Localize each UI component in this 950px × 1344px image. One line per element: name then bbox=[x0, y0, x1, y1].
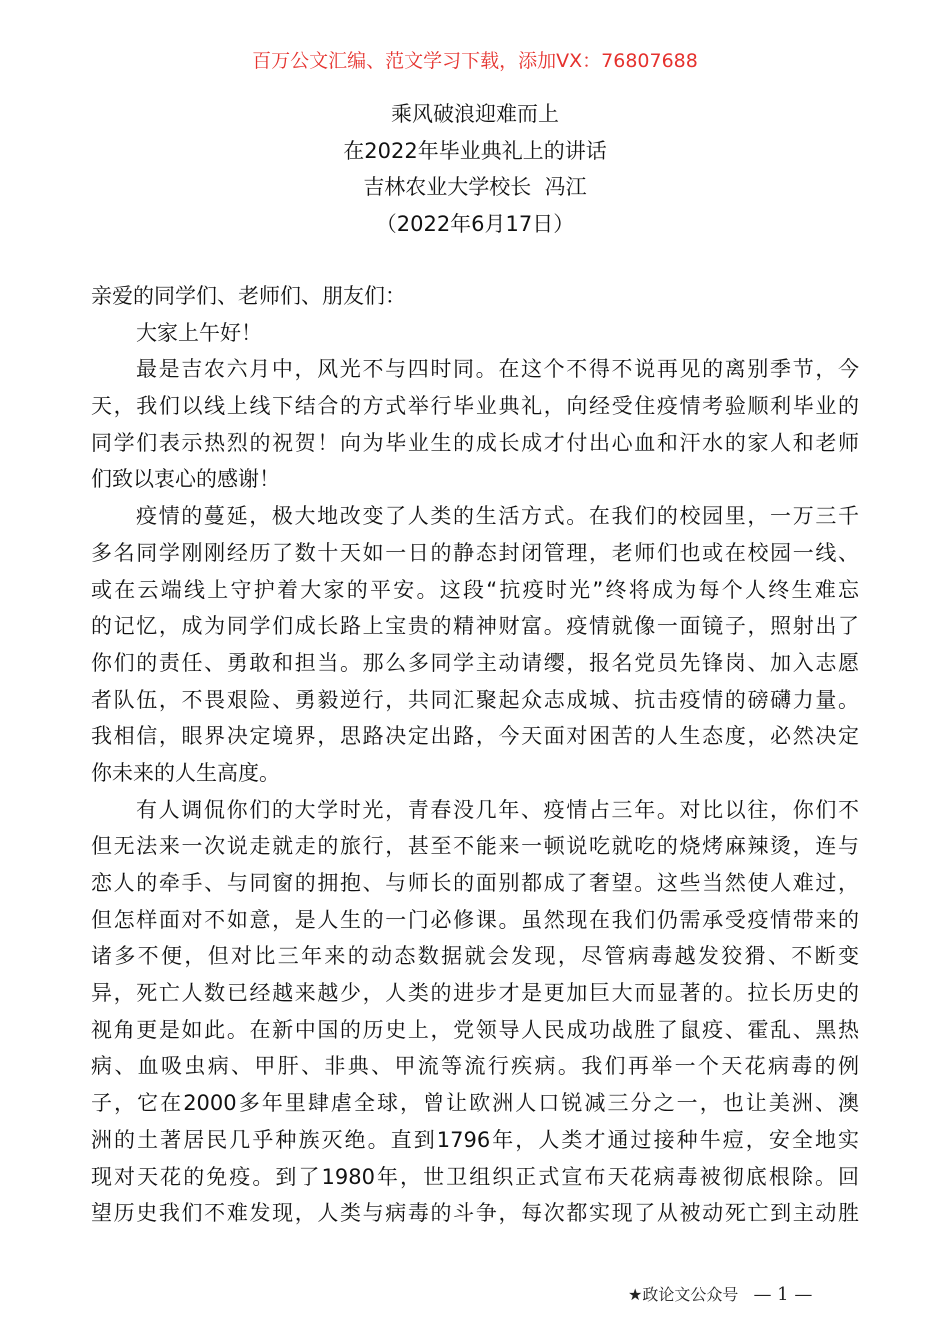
text-line: 恋人的牵手、与同窗的拥抱、与师长的面别都成了奢望。这些当然使人难过， bbox=[91, 871, 859, 895]
salutation: 亲爱的同学们、老师们、朋友们： bbox=[91, 284, 406, 308]
text-line: 病、血吸虫病、甲肝、非典、甲流等流行疾病。我们再举一个天花病毒的例 bbox=[91, 1054, 859, 1079]
text-line: 但怎样面对不如意，是人生的一门必修课。虽然现在我们仍需承受疫情带来的 bbox=[91, 907, 859, 932]
text-line: 诸多不便，但对比三年来的动态数据就会发现，尽管病毒越发狡猾、不断变 bbox=[91, 944, 859, 969]
author-line: 吉林农业大学校长 冯江 bbox=[363, 175, 587, 200]
text-line: 同学们表示热烈的祝贺！向为毕业生的成长成才付出心血和汗水的家人和老师 bbox=[91, 430, 859, 455]
text-line: 有人调侃你们的大学时光，青春没几年、疫情占三年。对比以往，你们不 bbox=[136, 797, 859, 822]
text-line: 多名同学刚刚经历了数十天如一日的静态封闭管理，老师们也或在校园一线、 bbox=[91, 540, 859, 565]
paragraph bbox=[91, 315, 859, 352]
subtitle: 在2022年毕业典礼上的讲话 bbox=[343, 138, 607, 163]
text-line: 的记忆，成为同学们成长路上宝贵的精神财富。疫情就像一面镜子，照射出了 bbox=[91, 614, 859, 639]
text-line: 视角更是如此。在新中国的历史上，党领导人民成功战胜了鼠疫、霍乱、黑热 bbox=[91, 1017, 859, 1042]
text-line: 洲的土著居民几乎种族灭绝。直到1796年，人类才通过接种牛痘，安全地实 bbox=[91, 1127, 859, 1152]
text-line: 天，我们以线上线下结合的方式举行毕业典礼，向经受住疫情考验顺利毕业的 bbox=[91, 394, 859, 419]
title-block bbox=[0, 96, 950, 243]
text-line: 异，死亡人数已经越来越少，人类的进步才是更加巨大而显著的。拉长历史的 bbox=[91, 981, 859, 1006]
text-line: 我相信，眼界决定境界，思路决定出路，今天面对困苦的人生态度，必然决定 bbox=[91, 724, 859, 749]
document-body bbox=[91, 278, 859, 1232]
text-line: 疫情的蔓延，极大地改变了人类的生活方式。在我们的校园里，一万三千 bbox=[136, 504, 859, 529]
page-footer bbox=[628, 1282, 812, 1305]
text-line: 望历史我们不难发现，人类与病毒的斗争，每次都实现了从被动死亡到主动胜 bbox=[91, 1201, 859, 1226]
main-title: 乘风破浪迎难而上 bbox=[391, 102, 559, 126]
watermark-banner: 百万公文汇编、范文学习下载，添加VX：76807688 bbox=[252, 50, 698, 72]
text-line: 者队伍，不畏艰险、勇毅逆行，共同汇聚起众志成城、抗击疫情的磅礴力量。 bbox=[91, 687, 859, 712]
text-line: 你们的责任、勇敢和担当。那么多同学主动请缨，报名党员先锋岗、加入志愿 bbox=[91, 650, 859, 675]
text-line: 子，它在2000多年里肆虐全球，曾让欧洲人口锐减三分之一，也让美洲、澳 bbox=[91, 1091, 859, 1116]
paragraph bbox=[91, 792, 859, 1232]
date-line: （2022年6月17日） bbox=[375, 212, 575, 237]
text-line: 你未来的人生高度。 bbox=[91, 760, 280, 785]
text-line: 最是吉农六月中，风光不与四时同。在这个不得不说再见的离别季节，今 bbox=[136, 357, 859, 382]
text-line: 们致以衷心的感谢！ bbox=[91, 467, 280, 492]
text-line: 但无法来一次说走就走的旅行，甚至不能来一顿说吃就吃的烧烤麻辣烫，连与 bbox=[91, 834, 859, 859]
paragraph bbox=[91, 351, 859, 498]
text-line: 或在云端线上守护着大家的平安。这段“抗疫时光”终将成为每个人终生难忘 bbox=[91, 577, 859, 602]
paragraph bbox=[91, 498, 859, 792]
page-number: — 1 — bbox=[753, 1284, 813, 1305]
footer-source: ★政论文公众号 bbox=[628, 1285, 739, 1304]
text-line: 现对天花的免疫。到了1980年，世卫组织正式宣布天花病毒被彻底根除。回 bbox=[91, 1164, 859, 1189]
text-line: 大家上午好！ bbox=[136, 320, 262, 345]
